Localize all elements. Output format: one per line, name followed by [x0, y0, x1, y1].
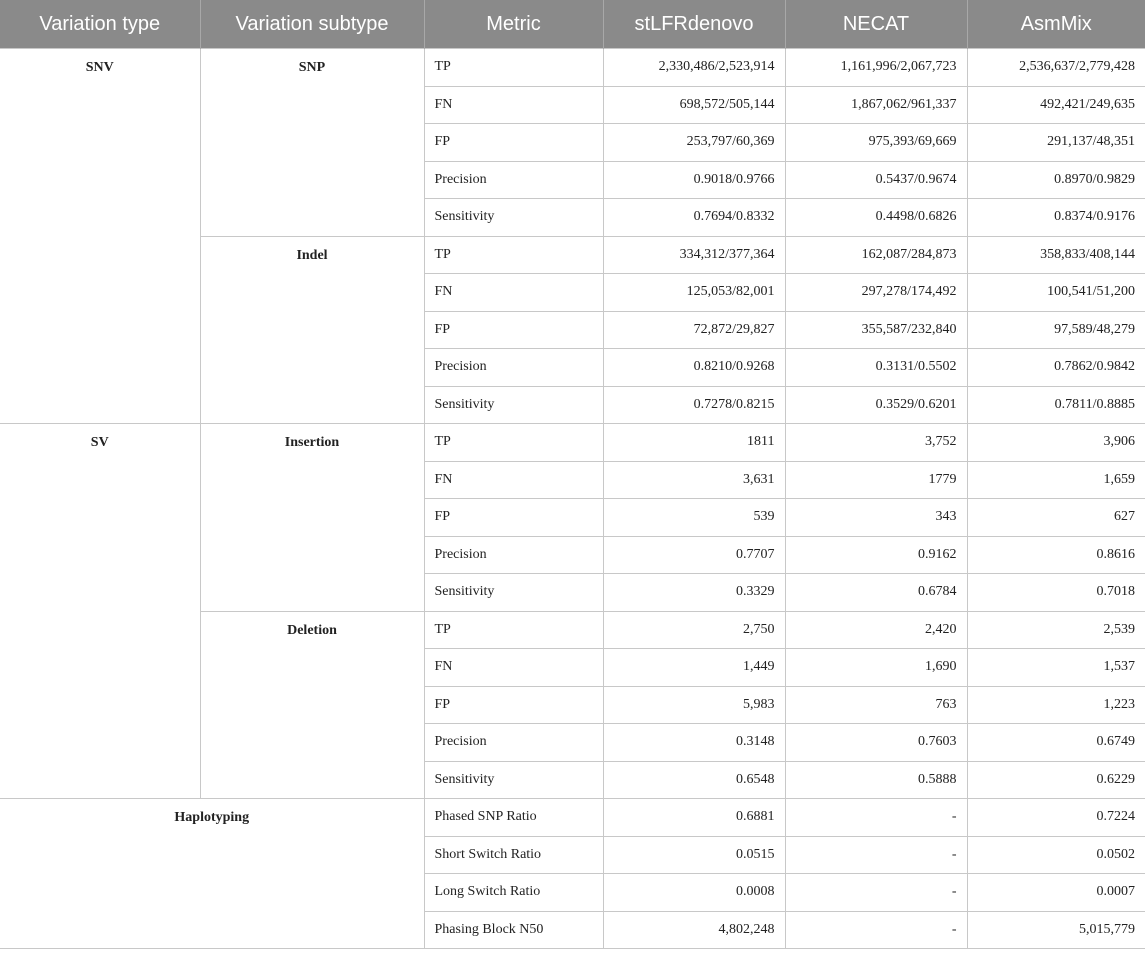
table-body [0, 49, 1145, 949]
necat-cell: 343 [785, 499, 967, 537]
group-snv: SNV [0, 49, 200, 424]
metric-cell: TP [424, 424, 603, 462]
asmmix-cell: 2,536,637/2,779,428 [967, 49, 1145, 87]
asmmix-cell: 0.6749 [967, 724, 1145, 762]
necat-cell: 162,087/284,873 [785, 236, 967, 274]
stlfrdenovo-cell: 0.7278/0.8215 [603, 386, 785, 424]
stlfrdenovo-cell: 0.8210/0.9268 [603, 349, 785, 387]
stlfrdenovo-cell: 0.3148 [603, 724, 785, 762]
header-metric: Metric [424, 0, 603, 49]
stlfrdenovo-cell: 1,449 [603, 649, 785, 687]
metric-cell: FN [424, 461, 603, 499]
stlfrdenovo-cell: 0.7707 [603, 536, 785, 574]
necat-cell: - [785, 874, 967, 912]
metric-cell: Sensitivity [424, 386, 603, 424]
asmmix-cell: 358,833/408,144 [967, 236, 1145, 274]
metric-cell: Sensitivity [424, 761, 603, 799]
asmmix-cell: 97,589/48,279 [967, 311, 1145, 349]
necat-cell: 0.9162 [785, 536, 967, 574]
asmmix-cell: 1,659 [967, 461, 1145, 499]
metric-cell: FP [424, 124, 603, 162]
necat-cell: 0.7603 [785, 724, 967, 762]
asmmix-cell: 1,223 [967, 686, 1145, 724]
stlfrdenovo-cell: 2,750 [603, 611, 785, 649]
table-row [0, 424, 1145, 462]
necat-cell: 297,278/174,492 [785, 274, 967, 312]
metric-cell: FN [424, 649, 603, 687]
necat-cell: - [785, 799, 967, 837]
asmmix-cell: 1,537 [967, 649, 1145, 687]
metric-cell: FN [424, 274, 603, 312]
asmmix-cell: 492,421/249,635 [967, 86, 1145, 124]
stlfrdenovo-cell: 0.3329 [603, 574, 785, 612]
subgroup-deletion: Deletion [200, 611, 424, 799]
group-haplotyping: Haplotyping [0, 799, 424, 949]
necat-cell: 3,752 [785, 424, 967, 462]
metric-cell: Phased SNP Ratio [424, 799, 603, 837]
metric-cell: Phasing Block N50 [424, 911, 603, 949]
metric-cell: Short Switch Ratio [424, 836, 603, 874]
metric-cell: Precision [424, 536, 603, 574]
stlfrdenovo-cell: 334,312/377,364 [603, 236, 785, 274]
stlfrdenovo-cell: 125,053/82,001 [603, 274, 785, 312]
necat-cell: - [785, 911, 967, 949]
metric-cell: Sensitivity [424, 199, 603, 237]
metric-cell: Long Switch Ratio [424, 874, 603, 912]
header-variation-subtype: Variation subtype [200, 0, 424, 49]
stlfrdenovo-cell: 0.0008 [603, 874, 785, 912]
stlfrdenovo-cell: 698,572/505,144 [603, 86, 785, 124]
asmmix-cell: 0.7224 [967, 799, 1145, 837]
metric-cell: Precision [424, 161, 603, 199]
metric-cell: FN [424, 86, 603, 124]
stlfrdenovo-cell: 253,797/60,369 [603, 124, 785, 162]
necat-cell: 0.5888 [785, 761, 967, 799]
asmmix-cell: 100,541/51,200 [967, 274, 1145, 312]
stlfrdenovo-cell: 1811 [603, 424, 785, 462]
necat-cell: 1,690 [785, 649, 967, 687]
metric-cell: TP [424, 611, 603, 649]
necat-cell: 0.5437/0.9674 [785, 161, 967, 199]
asmmix-cell: 0.7018 [967, 574, 1145, 612]
stlfrdenovo-cell: 0.6548 [603, 761, 785, 799]
necat-cell: 0.6784 [785, 574, 967, 612]
subgroup-snp: SNP [200, 49, 424, 237]
metric-cell: Precision [424, 724, 603, 762]
stlfrdenovo-cell: 4,802,248 [603, 911, 785, 949]
asmmix-cell: 291,137/48,351 [967, 124, 1145, 162]
stlfrdenovo-cell: 5,983 [603, 686, 785, 724]
stlfrdenovo-cell: 0.7694/0.8332 [603, 199, 785, 237]
stlfrdenovo-cell: 2,330,486/2,523,914 [603, 49, 785, 87]
group-sv: SV [0, 424, 200, 799]
subgroup-insertion: Insertion [200, 424, 424, 612]
necat-cell: 1779 [785, 461, 967, 499]
stlfrdenovo-cell: 72,872/29,827 [603, 311, 785, 349]
metric-cell: FP [424, 499, 603, 537]
asmmix-cell: 0.8970/0.9829 [967, 161, 1145, 199]
asmmix-cell: 0.0007 [967, 874, 1145, 912]
header-stlfrdenovo: stLFRdenovo [603, 0, 785, 49]
asmmix-cell: 3,906 [967, 424, 1145, 462]
necat-cell: 975,393/69,669 [785, 124, 967, 162]
metric-cell: Sensitivity [424, 574, 603, 612]
stlfrdenovo-cell: 0.9018/0.9766 [603, 161, 785, 199]
asmmix-cell: 5,015,779 [967, 911, 1145, 949]
necat-cell: 763 [785, 686, 967, 724]
asmmix-cell: 0.7811/0.8885 [967, 386, 1145, 424]
necat-cell: 2,420 [785, 611, 967, 649]
header-row [0, 0, 1145, 49]
table-row [0, 49, 1145, 87]
metric-cell: TP [424, 49, 603, 87]
metric-cell: FP [424, 311, 603, 349]
subgroup-indel: Indel [200, 236, 424, 424]
header-necat: NECAT [785, 0, 967, 49]
table-row [0, 799, 1145, 837]
metric-cell: TP [424, 236, 603, 274]
asmmix-cell: 0.6229 [967, 761, 1145, 799]
asmmix-cell: 627 [967, 499, 1145, 537]
necat-cell: 0.3529/0.6201 [785, 386, 967, 424]
asmmix-cell: 0.8616 [967, 536, 1145, 574]
table-header [0, 0, 1145, 49]
header-asmmix: AsmMix [967, 0, 1145, 49]
necat-cell: 1,161,996/2,067,723 [785, 49, 967, 87]
necat-cell: 1,867,062/961,337 [785, 86, 967, 124]
necat-cell: 355,587/232,840 [785, 311, 967, 349]
asmmix-cell: 0.8374/0.9176 [967, 199, 1145, 237]
necat-cell: - [785, 836, 967, 874]
necat-cell: 0.3131/0.5502 [785, 349, 967, 387]
asmmix-cell: 2,539 [967, 611, 1145, 649]
stlfrdenovo-cell: 3,631 [603, 461, 785, 499]
stlfrdenovo-cell: 0.6881 [603, 799, 785, 837]
header-variation-type: Variation type [0, 0, 200, 49]
metric-cell: FP [424, 686, 603, 724]
asmmix-cell: 0.7862/0.9842 [967, 349, 1145, 387]
metric-cell: Precision [424, 349, 603, 387]
necat-cell: 0.4498/0.6826 [785, 199, 967, 237]
stlfrdenovo-cell: 0.0515 [603, 836, 785, 874]
asmmix-cell: 0.0502 [967, 836, 1145, 874]
stlfrdenovo-cell: 539 [603, 499, 785, 537]
